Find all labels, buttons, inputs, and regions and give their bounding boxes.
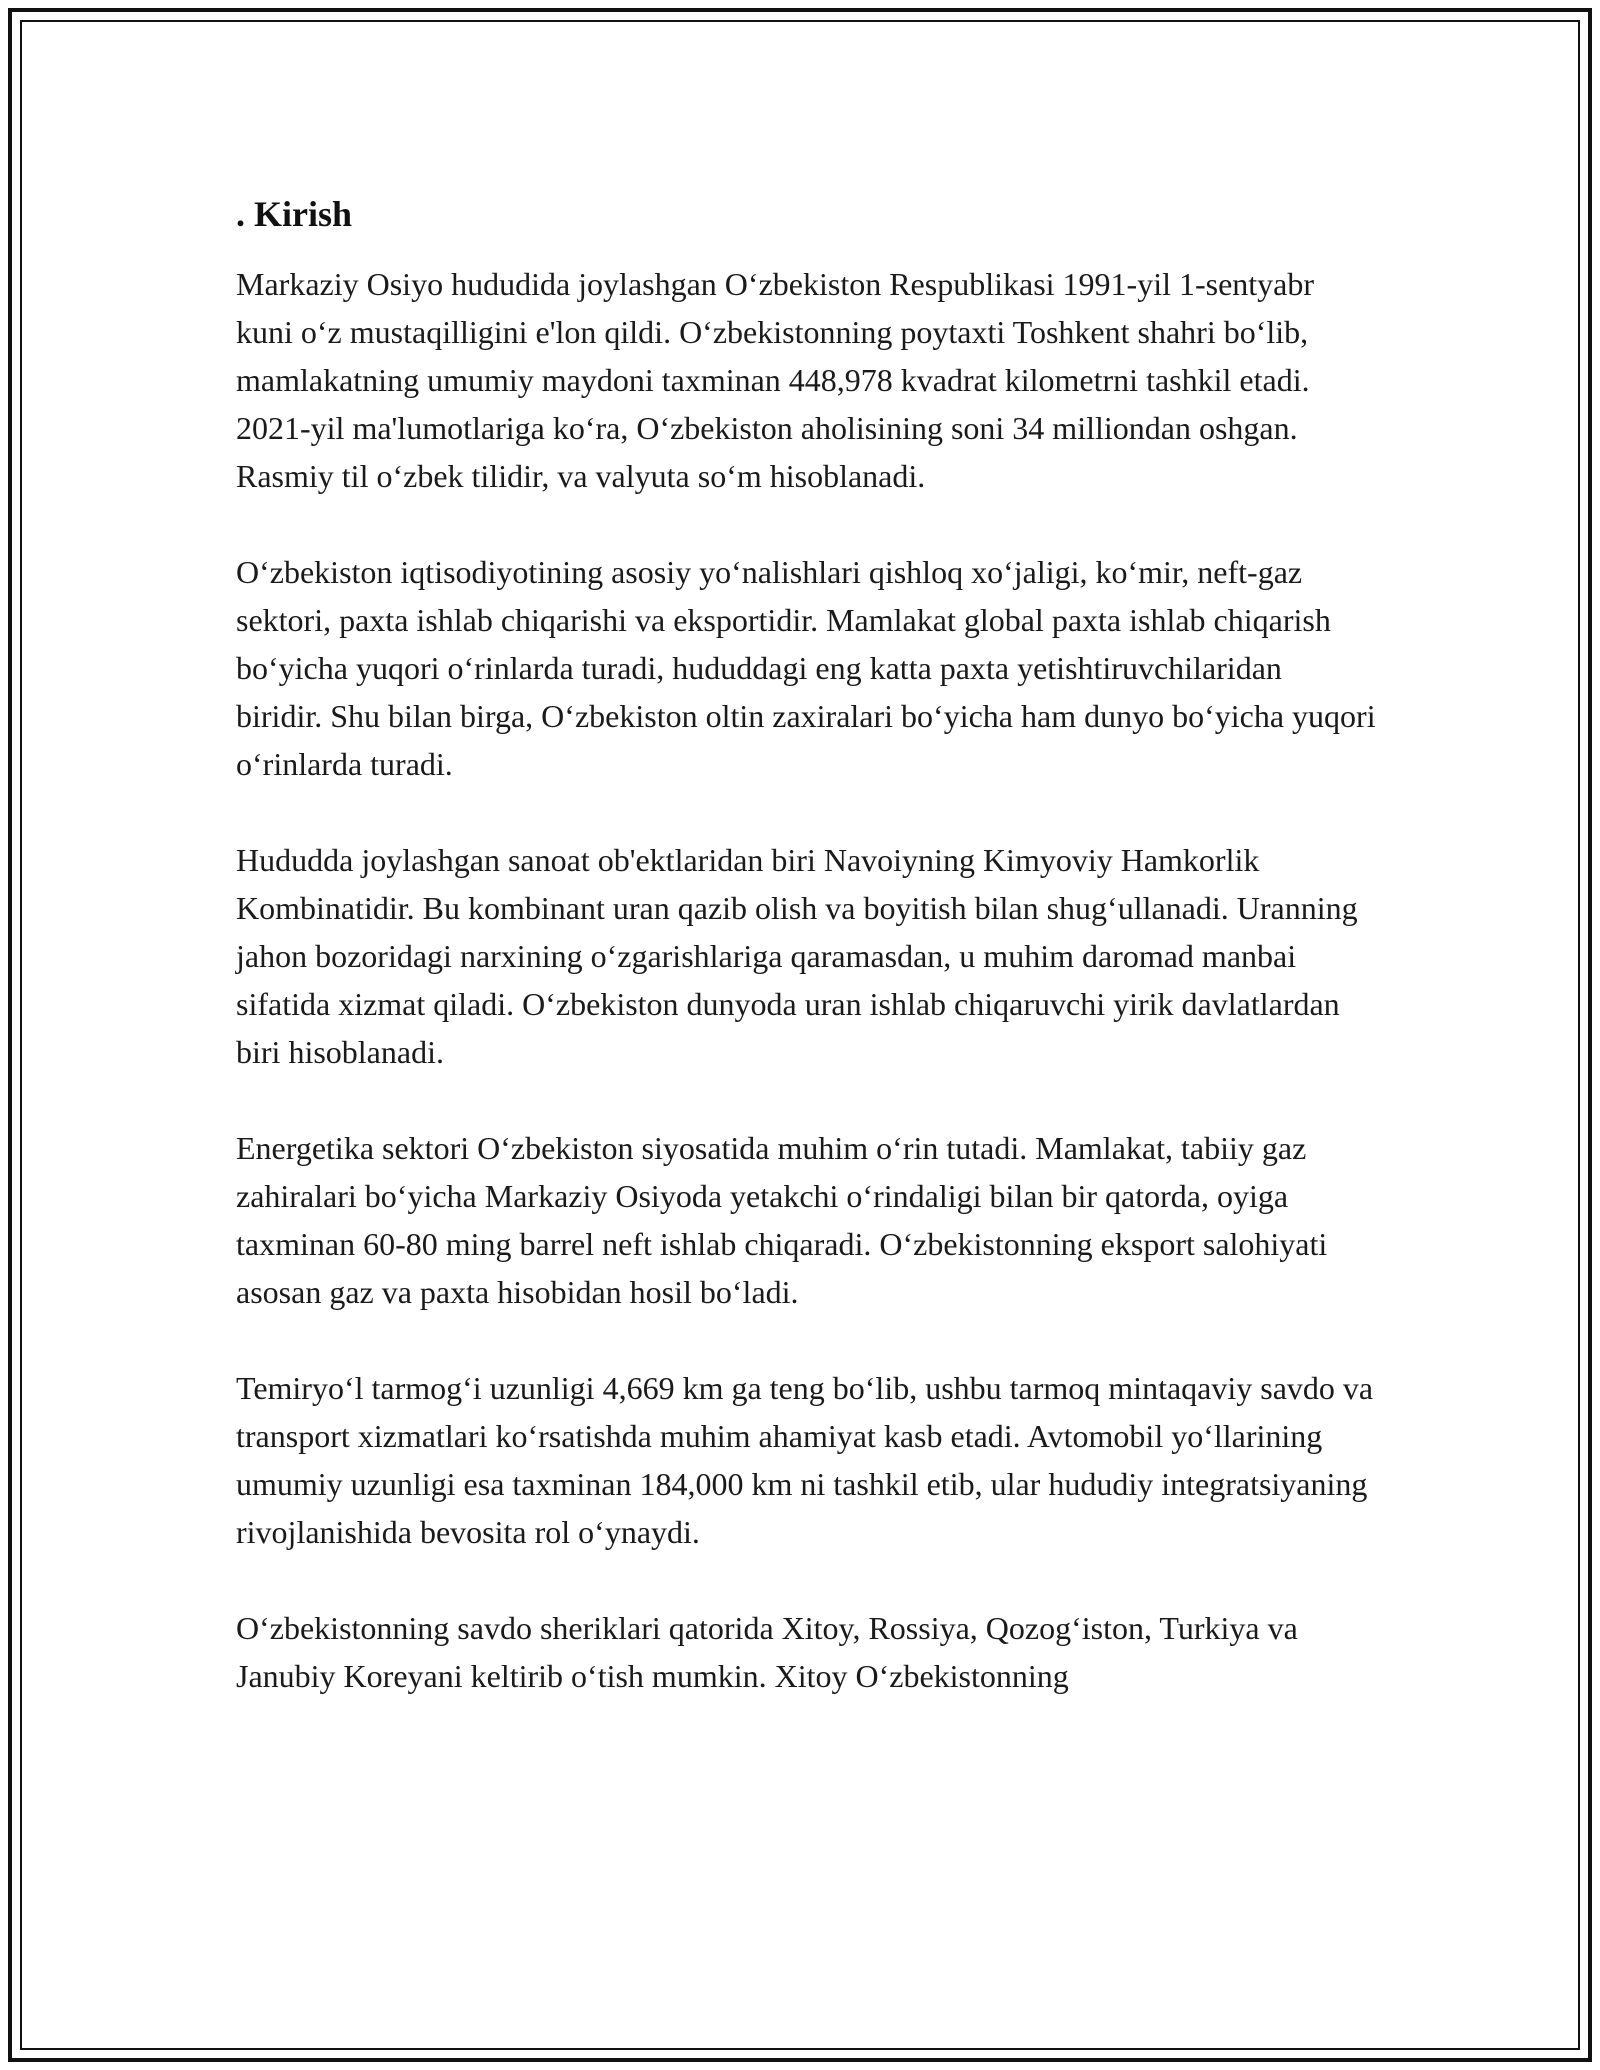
paragraph-economy: O‘zbekiston iqtisodiyotining asosiy yo‘nalishlari qishloq xo‘jaligi, ko‘mir, neft-gaz sektori, paxta ishlab chiqarishi va eksportidir. Mamlakat global paxta ishlab chiqarish bo‘yicha yuqori o‘rinlarda turadi, hududdagi eng katta paxta yetishtiruvchilaridan biridir. Shu bilan birga, O‘zbekiston oltin zaxiralari bo‘yicha ham dunyo bo‘yicha yuqori o‘rinlarda turadi. — [236, 554, 1376, 782]
paragraph-transport: Temiryo‘l tarmog‘i uzunligi 4,669 km ga teng bo‘lib, ushbu tarmoq mintaqaviy savdo va transport xizmatlari ko‘rsatishda muhim ahamiyat kasb etadi. Avtomobil yo‘llarining umumiy uzunligi esa taxminan 184,000 km ni tashkil etib, ular hududiy integratsiyaning rivojlanishida bevosita rol o‘ynaydi. — [236, 1370, 1374, 1550]
paragraph-trade-partners: O‘zbekistonning savdo sheriklari qatorida Xitoy, Rossiya, Qozog‘iston, Turkiya va Janubiy Koreyani keltirib o‘tish mumkin. Xitoy O‘zbekistonning — [236, 1610, 1298, 1694]
paragraph-independence: Markaziy Osiyo hududida joylashgan O‘zbekiston Respublikasi 1991-yil 1-sentyabr kuni o‘z mustaqilligini e'lon qildi. O‘zbekistonning poytaxti Toshkent shahri bo‘lib, mamlakatning umumiy maydoni taxminan 448,978 kvadrat kilometrni tashkil etadi. 2021-yil ma'lumotlariga ko‘ra, O‘zbekiston aholisining soni 34 milliondan oshgan. Rasmiy til o‘zbek tilidir, va valyuta so‘m hisoblanadi. — [236, 266, 1315, 494]
section-heading: . Kirish — [236, 194, 353, 234]
paragraph-navoi-combine: Hududda joylashgan sanoat ob'ektlaridan biri Navoiyning Kimyoviy Hamkorlik Kombinatidir. Bu kombinant uran qazib olish va boyitish bilan shug‘ullanadi. Uranning jahon bozoridagi narxining o‘zgarishlariga qaramasdan, u muhim daromad manbai sifatida xizmat qiladi. O‘zbekiston dunyoda uran ishlab chiqaruvchi yirik davlatlardan biri hisoblanadi. — [236, 842, 1358, 1070]
document-body — [236, 190, 1376, 1748]
paragraph-energy: Energetika sektori O‘zbekiston siyosatida muhim o‘rin tutadi. Mamlakat, tabiiy gaz zahiralari bo‘yicha Markaziy Osiyoda yetakchi o‘rindaligi bilan bir qatorda, oyiga taxminan 60-80 ming barrel neft ishlab chiqaradi. O‘zbekistonning eksport salohiyati asosan gaz va paxta hisobidan hosil bo‘ladi. — [236, 1130, 1328, 1310]
